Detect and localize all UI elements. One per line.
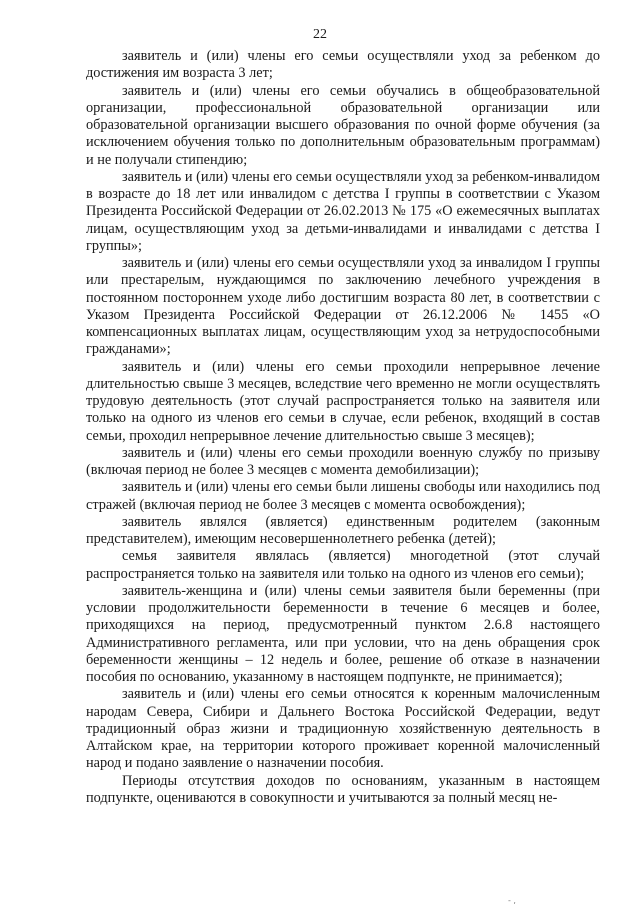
paragraph-continuous-treatment: заявитель и (или) члены его семьи проходили непрерывное лечение длительностью свыше 3 месяцев, вследствие чего временно не могли осуществлять трудовую деятельность (этот случай распространяется только на заявителя или только на одного из членов его семьи в случае, если ребенок, входящий в состав семьи, проходил непрерывное лечение длительностью свыше 3 месяцев); xyxy=(86,358,600,444)
paragraph-full-time-study: заявитель и (или) члены его семьи обучались в общеобразовательной организации, профессиональной образовательной организации или образовательной организации высшего образования по очной форме обучения (за исключением обучения только по дополнительным образовательным программам) и не получали стипендию; xyxy=(86,82,600,168)
paragraph-childcare-under-3: заявитель и (или) члены его семьи осуществляли уход за ребенком до достижения им возраста 3 лет; xyxy=(86,48,600,82)
paragraph-care-disabled-elderly: заявитель и (или) члены его семьи осуществляли уход за инвалидом I группы или престарелым, нуждающимся по заключению лечебного учреждения в постоянном постороннем уходе либо достигшим возраста 80 лет, в соответствии с Указом Президента Российской Федерации от 26.12.2006 № 1455 «О компенсационных выплатах лицам, осуществляющим уход за нетрудоспособными гражданами»; xyxy=(86,255,600,358)
paragraph-military-service: заявитель и (или) члены его семьи проходили военную службу по призыву (включая период не более 3 месяцев с момента демобилизации); xyxy=(86,444,600,478)
paragraph-periods-without-income: Периоды отсутствия доходов по основаниям, указанным в настоящем подпункте, оцениваются в совокупности и учитываются за полный месяц не- xyxy=(86,772,600,806)
document-body xyxy=(86,48,600,807)
scan-corner-mark: - , xyxy=(508,896,516,905)
paragraph-imprisonment: заявитель и (или) члены его семьи были лишены свободы или находились под стражей (включая период не более 3 месяцев с момента освобождения); xyxy=(86,479,600,513)
paragraph-indigenous-peoples: заявитель и (или) члены его семьи относятся к коренным малочисленным народам Севера, Сибири и Дальнего Востока Российской Федерации, ведут традиционный образ жизни и традиционную хозяйственную деятельность в Алтайском крае, на территории которого проживает коренной малочисленный народ и подано заявление о назначении пособия. xyxy=(86,686,600,772)
paragraph-care-disabled-child: заявитель и (или) члены его семьи осуществляли уход за ребенком-инвалидом в возрасте до 18 лет или инвалидом с детства I группы в соответствии с Указом Президента Российской Федерации от 26.02.2013 № 175 «О ежемесячных выплатах лицам, осуществляющим уход за детьми-инвалидами и инвалидами с детства I группы»; xyxy=(86,168,600,254)
paragraph-pregnancy: заявитель-женщина и (или) члены семьи заявителя были беременны (при условии продолжительности беременности в течение 6 месяцев и более, приходящихся на период, предусмотренный пунктом 2.6.8 настоящего Административного регламента, или при условии, что на день обращения срок беременности женщины – 12 недель и более, решение об отказе в назначении пособия по основанию, указанному в настоящем подпункте, не принимается); xyxy=(86,582,600,685)
paragraph-large-family: семья заявителя являлась (является) многодетной (этот случай распространяется только на заявителя или только на одного из членов его семьи); xyxy=(86,548,600,582)
paragraph-single-parent: заявитель являлся (является) единственным родителем (законным представителем), имеющим несовершеннолетнего ребенка (детей); xyxy=(86,513,600,547)
page-number: 22 xyxy=(313,27,327,42)
